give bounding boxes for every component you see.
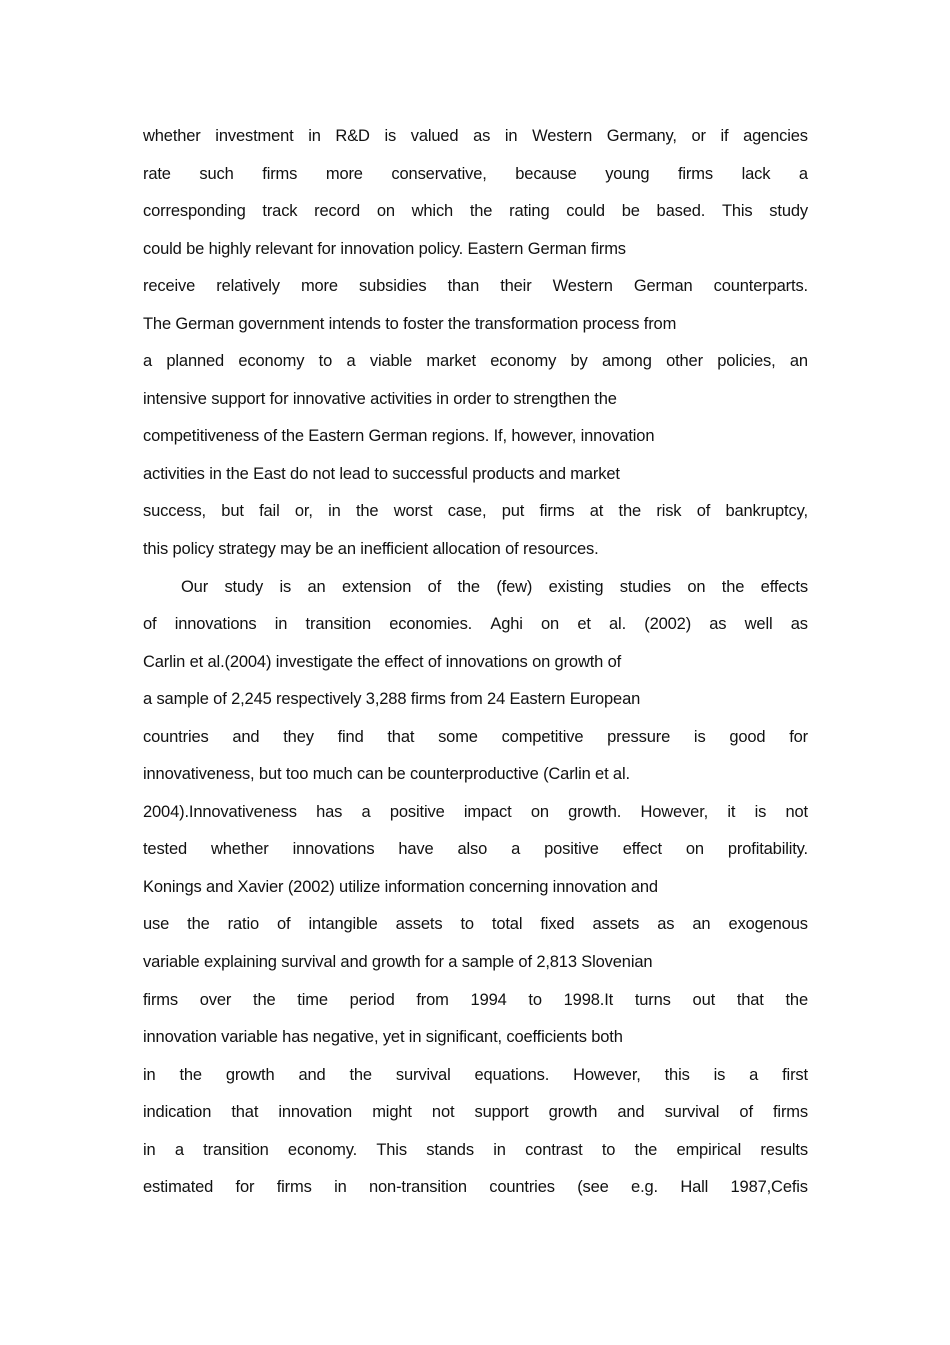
word: German (633, 277, 693, 296)
word: Our (181, 577, 209, 596)
word: in (334, 1178, 347, 1197)
word: on (541, 615, 560, 634)
word: and (232, 727, 260, 746)
body-text (143, 124, 808, 1213)
word: effects (760, 577, 808, 596)
word: more (300, 277, 338, 296)
word: it (727, 802, 736, 821)
word: and (617, 1103, 645, 1122)
word: economy (238, 352, 305, 371)
word: empirical (676, 1140, 742, 1159)
word: on (376, 202, 395, 221)
word: indication (143, 1103, 212, 1122)
word: firms (276, 1178, 312, 1197)
text-line (143, 274, 808, 312)
word: that (231, 1103, 259, 1122)
word: pressure (607, 727, 671, 746)
word: worst (393, 502, 433, 521)
word: for (235, 1178, 255, 1197)
word: et (577, 615, 591, 634)
word: has (316, 802, 343, 821)
word: conservative, (391, 164, 487, 183)
word: impact (463, 802, 512, 821)
word: valued (410, 127, 459, 145)
word: countries (489, 1178, 555, 1197)
text-line (143, 988, 808, 1026)
word: this (664, 1065, 690, 1084)
word: young (605, 164, 650, 183)
word: a (346, 352, 356, 371)
word: of (427, 577, 442, 596)
text-line (143, 499, 808, 537)
word: by (570, 352, 588, 371)
word: assets (592, 915, 640, 934)
word: firms (773, 1103, 808, 1122)
word: growth (225, 1065, 275, 1084)
word: at (589, 502, 604, 521)
word: Western (532, 127, 593, 145)
word: as (473, 127, 491, 145)
word: 1998.It (563, 990, 614, 1009)
word: out (692, 990, 716, 1009)
word: record (314, 202, 361, 221)
paragraph-start-line (143, 575, 808, 613)
text-line (143, 1063, 808, 1101)
word: relatively (216, 277, 280, 296)
text-line: innovativeness, but too much can be counterproductive (Carlin et al. (143, 765, 630, 784)
word: not (431, 1103, 455, 1122)
text-line (143, 1175, 808, 1213)
word: survival (664, 1103, 720, 1122)
word: 2004).Innovativeness (143, 802, 297, 821)
word: whether (211, 840, 269, 859)
word: the (634, 1140, 658, 1159)
word: investment (215, 127, 294, 145)
word: a (798, 164, 808, 183)
word: lack (741, 164, 771, 183)
word: have (398, 840, 434, 859)
word: growth (548, 1103, 598, 1122)
word: that (387, 727, 415, 746)
word: positive (544, 840, 599, 859)
word: in (308, 127, 321, 145)
word: on (685, 840, 704, 859)
word: in (143, 1065, 156, 1084)
word: time (297, 990, 328, 1009)
word: the (179, 1065, 202, 1084)
word: economy. (287, 1140, 358, 1159)
word: on (687, 577, 706, 596)
word: such (199, 164, 234, 183)
word: studies (619, 577, 671, 596)
word: However, (573, 1065, 641, 1084)
word: (see (577, 1178, 609, 1197)
word: from (416, 990, 449, 1009)
word: other (666, 352, 703, 371)
word: assets (395, 915, 443, 934)
word: growth. (568, 802, 622, 821)
word: fail (259, 502, 280, 521)
word: study (769, 202, 808, 221)
word: their (500, 277, 532, 296)
word: receive (143, 277, 196, 296)
word: innovations (174, 615, 257, 634)
word: is (713, 1065, 726, 1084)
text-line (143, 162, 808, 200)
word: competitive (501, 727, 584, 746)
word: planned (166, 352, 225, 371)
document-page (143, 124, 808, 1213)
word: of (277, 915, 291, 934)
word: Aghi (490, 615, 523, 634)
text-line: could be highly relevant for innovation policy. Eastern German firms (143, 239, 626, 258)
word: R&D (335, 127, 370, 145)
word: market (426, 352, 476, 371)
word: case, (447, 502, 487, 521)
word: the (785, 990, 808, 1009)
word: based. (656, 202, 706, 221)
word: on (530, 802, 549, 821)
word: be (621, 202, 640, 221)
word: the (618, 502, 642, 521)
word: the (457, 577, 480, 596)
word: some (438, 727, 478, 746)
word: exogenous (728, 915, 808, 934)
word: Western (552, 277, 613, 296)
word: a (361, 802, 371, 821)
word: total (491, 915, 523, 934)
word: (few) (496, 577, 533, 596)
word: al. (609, 615, 627, 634)
word: This (721, 202, 753, 221)
word: 1994 (470, 990, 507, 1009)
word: contrast (525, 1140, 583, 1159)
text-line (143, 837, 808, 875)
word: the (355, 502, 379, 521)
word: the (187, 915, 210, 934)
word: is (693, 727, 706, 746)
word: subsidies (359, 277, 427, 296)
word: well (744, 615, 773, 634)
word: use (143, 915, 170, 934)
word: study (224, 577, 264, 596)
text-line: activities in the East do not lead to successful products and market (143, 464, 620, 483)
text-line: innovation variable has negative, yet in significant, coefficients both (143, 1028, 623, 1047)
word: (2002) (644, 615, 692, 634)
word: bankruptcy, (725, 502, 808, 521)
text-line: competitiveness of the Eastern German regions. If, however, innovation (143, 427, 655, 446)
word: estimated (143, 1178, 214, 1197)
word: or (691, 127, 706, 145)
word: period (349, 990, 395, 1009)
word: economies. (389, 615, 473, 634)
word: in (504, 127, 518, 145)
word: rating (509, 202, 550, 221)
word: counterparts. (713, 277, 808, 296)
word: in (274, 615, 288, 634)
text-line: The German government intends to foster the transformation process from (143, 314, 677, 333)
text-line: Carlin et al.(2004) investigate the effect of innovations on growth of (143, 652, 622, 671)
word: a (749, 1065, 759, 1084)
word: countries (143, 727, 209, 746)
word: effect (622, 840, 662, 859)
word: policies, (717, 352, 776, 371)
word: which (411, 202, 454, 221)
word: put (501, 502, 525, 521)
word: profitability. (727, 840, 808, 859)
word: existing (548, 577, 604, 596)
word: of (143, 615, 157, 634)
word: of (696, 502, 711, 521)
word: equations. (474, 1065, 550, 1084)
word: an (692, 915, 711, 934)
word: to (528, 990, 542, 1009)
word: innovations (292, 840, 375, 859)
word: to (460, 915, 474, 934)
word: Germany, (606, 127, 677, 145)
text-line (143, 1100, 808, 1138)
word: but (221, 502, 244, 521)
word: the (253, 990, 276, 1009)
word: success, (143, 502, 206, 521)
word: extension (341, 577, 412, 596)
word: in (143, 1140, 156, 1159)
word: or, (294, 502, 313, 521)
text-line (143, 612, 808, 650)
word: of (739, 1103, 753, 1122)
word: the (349, 1065, 372, 1084)
word: is (754, 802, 767, 821)
word: transition (203, 1140, 269, 1159)
word: turns (634, 990, 671, 1009)
word: corresponding (143, 202, 246, 221)
word: find (337, 727, 364, 746)
word: could (566, 202, 605, 221)
word: non-transition (368, 1178, 467, 1197)
word: a (174, 1140, 184, 1159)
word: is (384, 127, 397, 145)
word: whether (143, 127, 201, 145)
word: firms (262, 164, 298, 183)
word: firms (677, 164, 713, 183)
word: support (474, 1103, 529, 1122)
word: good (729, 727, 766, 746)
word: an (789, 352, 808, 371)
word: track (262, 202, 298, 221)
word: transition (305, 615, 371, 634)
word: ratio (227, 915, 260, 934)
word: the (721, 577, 745, 596)
text-line: a sample of 2,245 respectively 3,288 firms from 24 Eastern European (143, 690, 641, 709)
text-line (143, 199, 808, 237)
text-line: Konings and Xavier (2002) utilize information concerning innovation and (143, 877, 658, 896)
word: a (511, 840, 521, 859)
text-line: variable explaining survival and growth for a sample of 2,813 Slovenian (143, 953, 653, 972)
word: a (143, 352, 153, 371)
word: fixed (540, 915, 575, 934)
word: positive (389, 802, 445, 821)
word: survival (395, 1065, 451, 1084)
word: results (760, 1140, 808, 1159)
word: rate (143, 164, 171, 183)
word: first (782, 1065, 808, 1084)
word: in (328, 502, 341, 521)
word: that (736, 990, 764, 1009)
word: among (602, 352, 652, 371)
word: more (325, 164, 363, 183)
word: to (318, 352, 333, 371)
word: if (720, 127, 729, 145)
word: and (298, 1065, 326, 1084)
text-line (143, 1138, 808, 1176)
word: also (457, 840, 488, 859)
word: However, (640, 802, 709, 821)
word: as (657, 915, 675, 934)
word: to (601, 1140, 616, 1159)
text-line: this policy strategy may be an inefficient allocation of resources. (143, 540, 599, 559)
word: Hall (680, 1178, 709, 1197)
word: viable (369, 352, 413, 371)
word: over (199, 990, 232, 1009)
word: firms (539, 502, 575, 521)
text-line (143, 349, 808, 387)
word: they (283, 727, 314, 746)
word: an (307, 577, 326, 596)
word: is (279, 577, 292, 596)
word: This (376, 1140, 407, 1159)
word: not (785, 802, 808, 821)
word: for (789, 727, 808, 746)
word: firms (143, 990, 178, 1009)
text-line (143, 725, 808, 763)
word: stands (426, 1140, 474, 1159)
word: as (709, 615, 727, 634)
word: in (493, 1140, 506, 1159)
word: agencies (743, 127, 808, 145)
word: e.g. (631, 1178, 658, 1197)
text-line (143, 800, 808, 838)
text-line (143, 912, 808, 950)
word: because (515, 164, 577, 183)
word: might (372, 1103, 412, 1122)
word: risk (656, 502, 682, 521)
word: as (790, 615, 808, 634)
text-line (143, 124, 808, 162)
text-line: intensive support for innovative activities in order to strengthen the (143, 389, 617, 408)
word: 1987,Cefis (730, 1178, 808, 1197)
word: innovation (278, 1103, 353, 1122)
word: the (469, 202, 493, 221)
word: economy (490, 352, 557, 371)
word: than (447, 277, 480, 296)
word: intangible (308, 915, 378, 934)
word: tested (143, 840, 188, 859)
